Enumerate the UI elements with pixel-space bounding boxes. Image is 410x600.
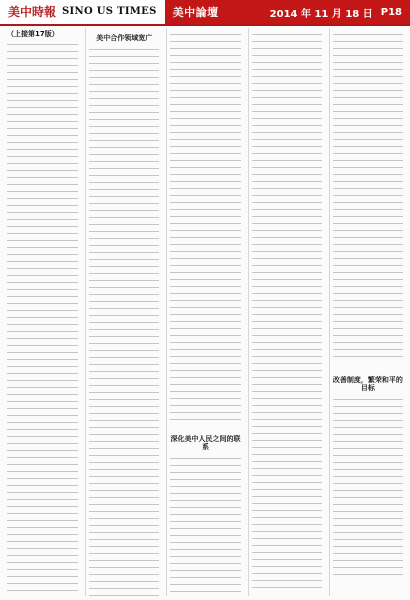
article-text-block-1 [7, 40, 78, 596]
article-text-block-3b [170, 454, 240, 596]
article-column-3 [166, 28, 243, 596]
page-meta [270, 5, 402, 20]
column-headline-2: 美中合作领域宽广 [96, 34, 153, 42]
section-title: 美中論壇 [172, 6, 219, 19]
article-text-block-5b [333, 395, 403, 580]
article-text-block-3a [170, 30, 240, 425]
page-number: P18 [380, 6, 402, 18]
article-column-4 [248, 28, 325, 596]
brand-block [0, 0, 165, 24]
continued-label: （上接第17版） [7, 30, 59, 38]
article-text-block-2 [89, 45, 159, 596]
column-headline-5: 改善制度，繁荣和平的目标 [332, 376, 403, 393]
article-text-block-5a [333, 30, 403, 360]
article-column-1 [4, 28, 81, 596]
article-text-block-4 [252, 30, 322, 590]
article-column-5 [329, 28, 406, 596]
brand-logo-text: 美中時報 [8, 5, 57, 19]
section-band [165, 0, 410, 24]
section-spacer [170, 425, 240, 431]
article-column-2 [85, 28, 162, 596]
section-spacer [333, 360, 403, 372]
brand-title-english: SINO US TIMES [62, 6, 157, 17]
article-columns [4, 28, 406, 596]
masthead [0, 0, 410, 26]
mid-headline-3: 深化美中人民之间的联系 [170, 435, 241, 452]
page-date: 2014 年 11 月 18 日 [269, 8, 373, 20]
